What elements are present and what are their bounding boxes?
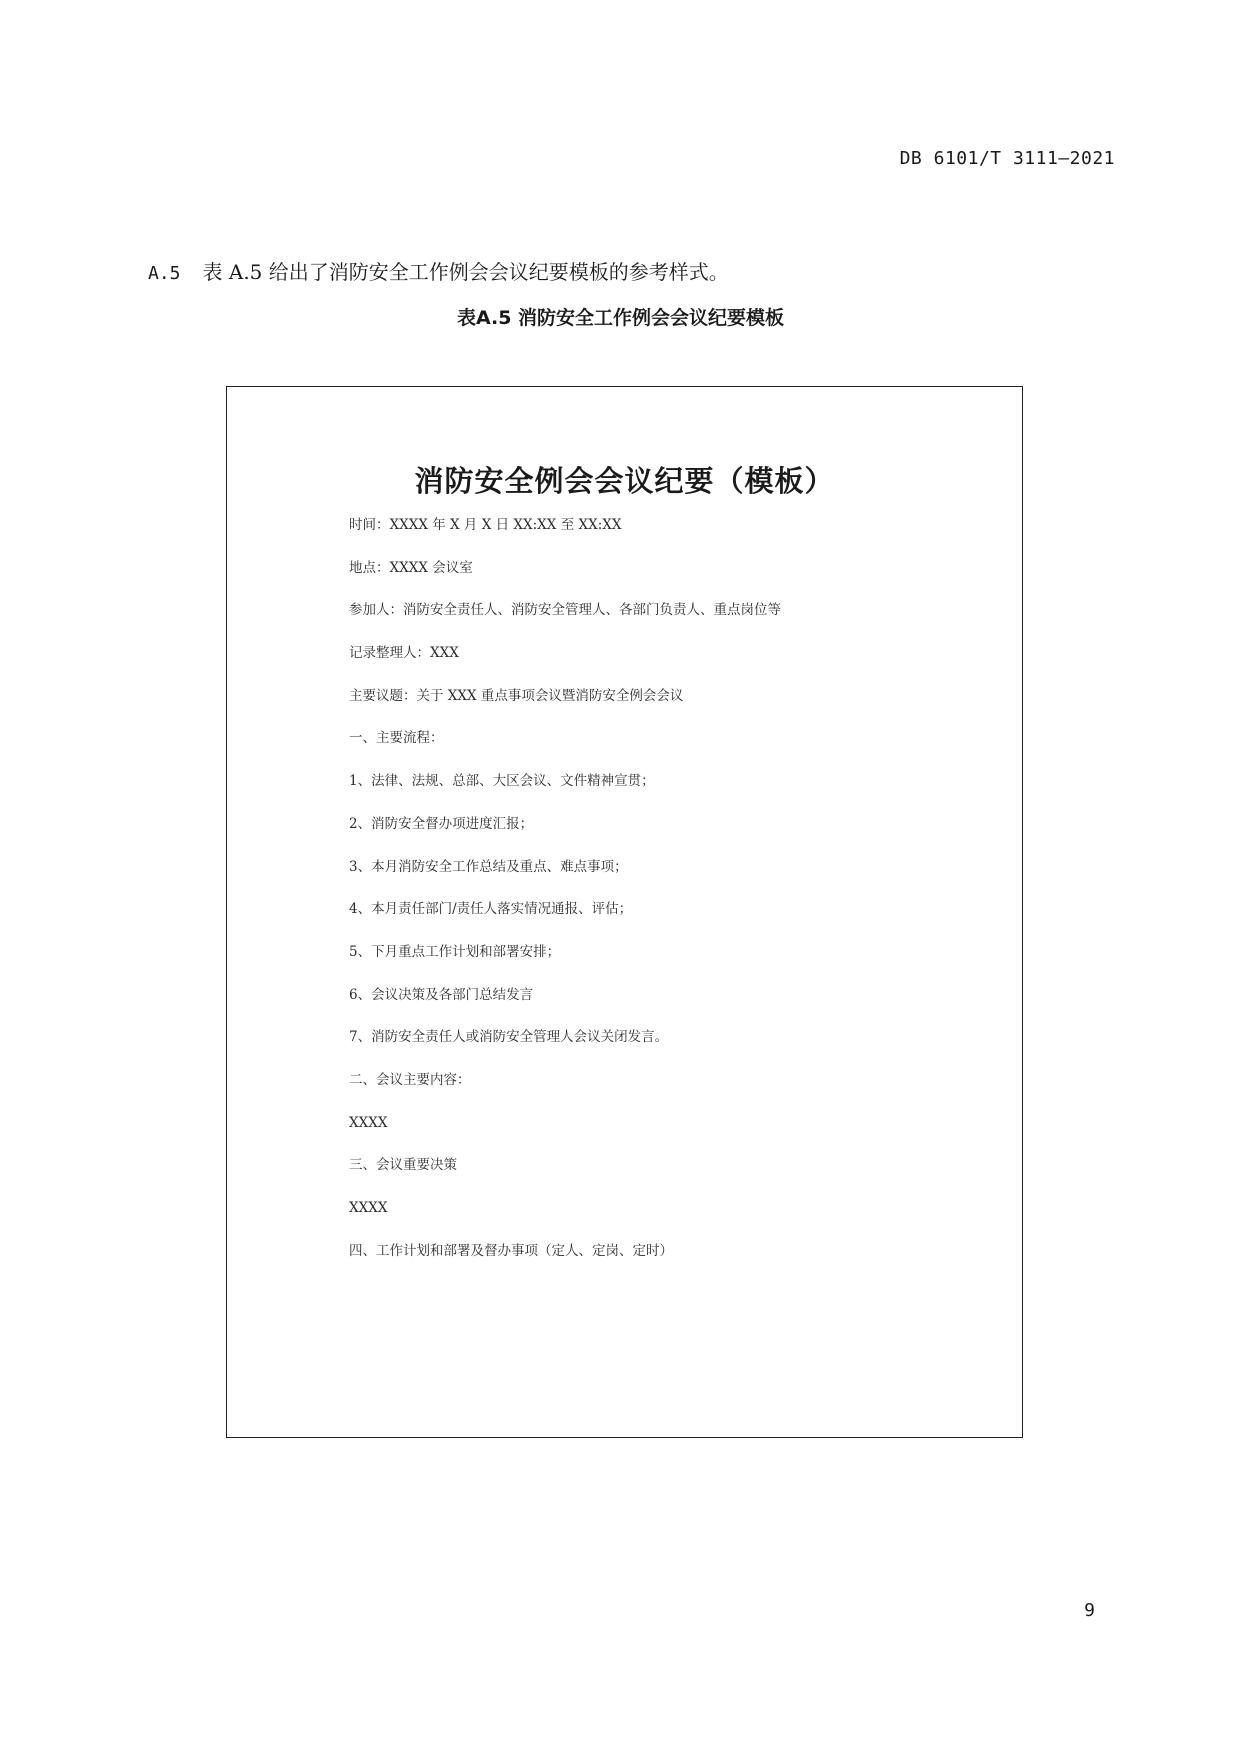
template-line-section-2: 二、会议主要内容： — [349, 1071, 471, 1088]
template-line-item-1: 1、法律、法规、总部、大区会议、文件精神宣贯； — [349, 773, 655, 790]
template-line-item-6: 6、会议决策及各部门总结发言 — [349, 986, 534, 1003]
template-line-time: 时间：XXXX 年 X 月 X 日 XX:XX 至 XX:XX — [349, 517, 622, 533]
template-line-section-3: 三、会议重要决策 — [349, 1157, 457, 1174]
clause-number: A.5 — [148, 263, 181, 284]
table-caption: 表A.5 消防安全工作例会会议纪要模板 — [456, 307, 785, 329]
template-title: 消防安全例会会议纪要（模板） — [414, 464, 835, 498]
template-line-item-5: 5、下月重点工作计划和部署安排； — [349, 943, 561, 960]
meeting-minutes-template-frame — [226, 386, 1023, 1438]
standard-code-header: DB 6101/T 3111—2021 — [899, 148, 1115, 169]
clause-text: 表 A.5 给出了消防安全工作例会会议纪要模板的参考样式。 — [202, 260, 729, 284]
template-lines — [349, 515, 1002, 1283]
template-line-placeholder-2: XXXX — [349, 1200, 388, 1216]
clause-paragraph — [148, 258, 729, 288]
template-line-item-2: 2、消防安全督办项进度汇报； — [349, 815, 534, 832]
template-line-item-3: 3、本月消防安全工作总结及重点、难点事项； — [349, 858, 628, 875]
template-line-item-7: 7、消防安全责任人或消防安全管理人会议关闭发言。 — [349, 1029, 669, 1046]
template-line-recorder: 记录整理人：XXX — [349, 645, 459, 662]
template-line-placeholder-1: XXXX — [349, 1114, 388, 1131]
template-line-item-4: 4、本月责任部门/责任人落实情况通报、评估； — [349, 901, 633, 918]
template-line-topic: 主要议题：关于 XXX 重点事项会议暨消防安全例会会议 — [349, 687, 684, 704]
template-line-section-4: 四、工作计划和部署及督办事项（定人、定岗、定时） — [349, 1242, 673, 1259]
template-line-section-1: 一、主要流程： — [349, 730, 444, 747]
template-line-location: 地点：XXXX 会议室 — [349, 559, 473, 576]
template-line-attendees: 参加人：消防安全责任人、消防安全管理人、各部门负责人、重点岗位等 — [349, 602, 781, 619]
page-number: 9 — [1084, 1600, 1095, 1621]
